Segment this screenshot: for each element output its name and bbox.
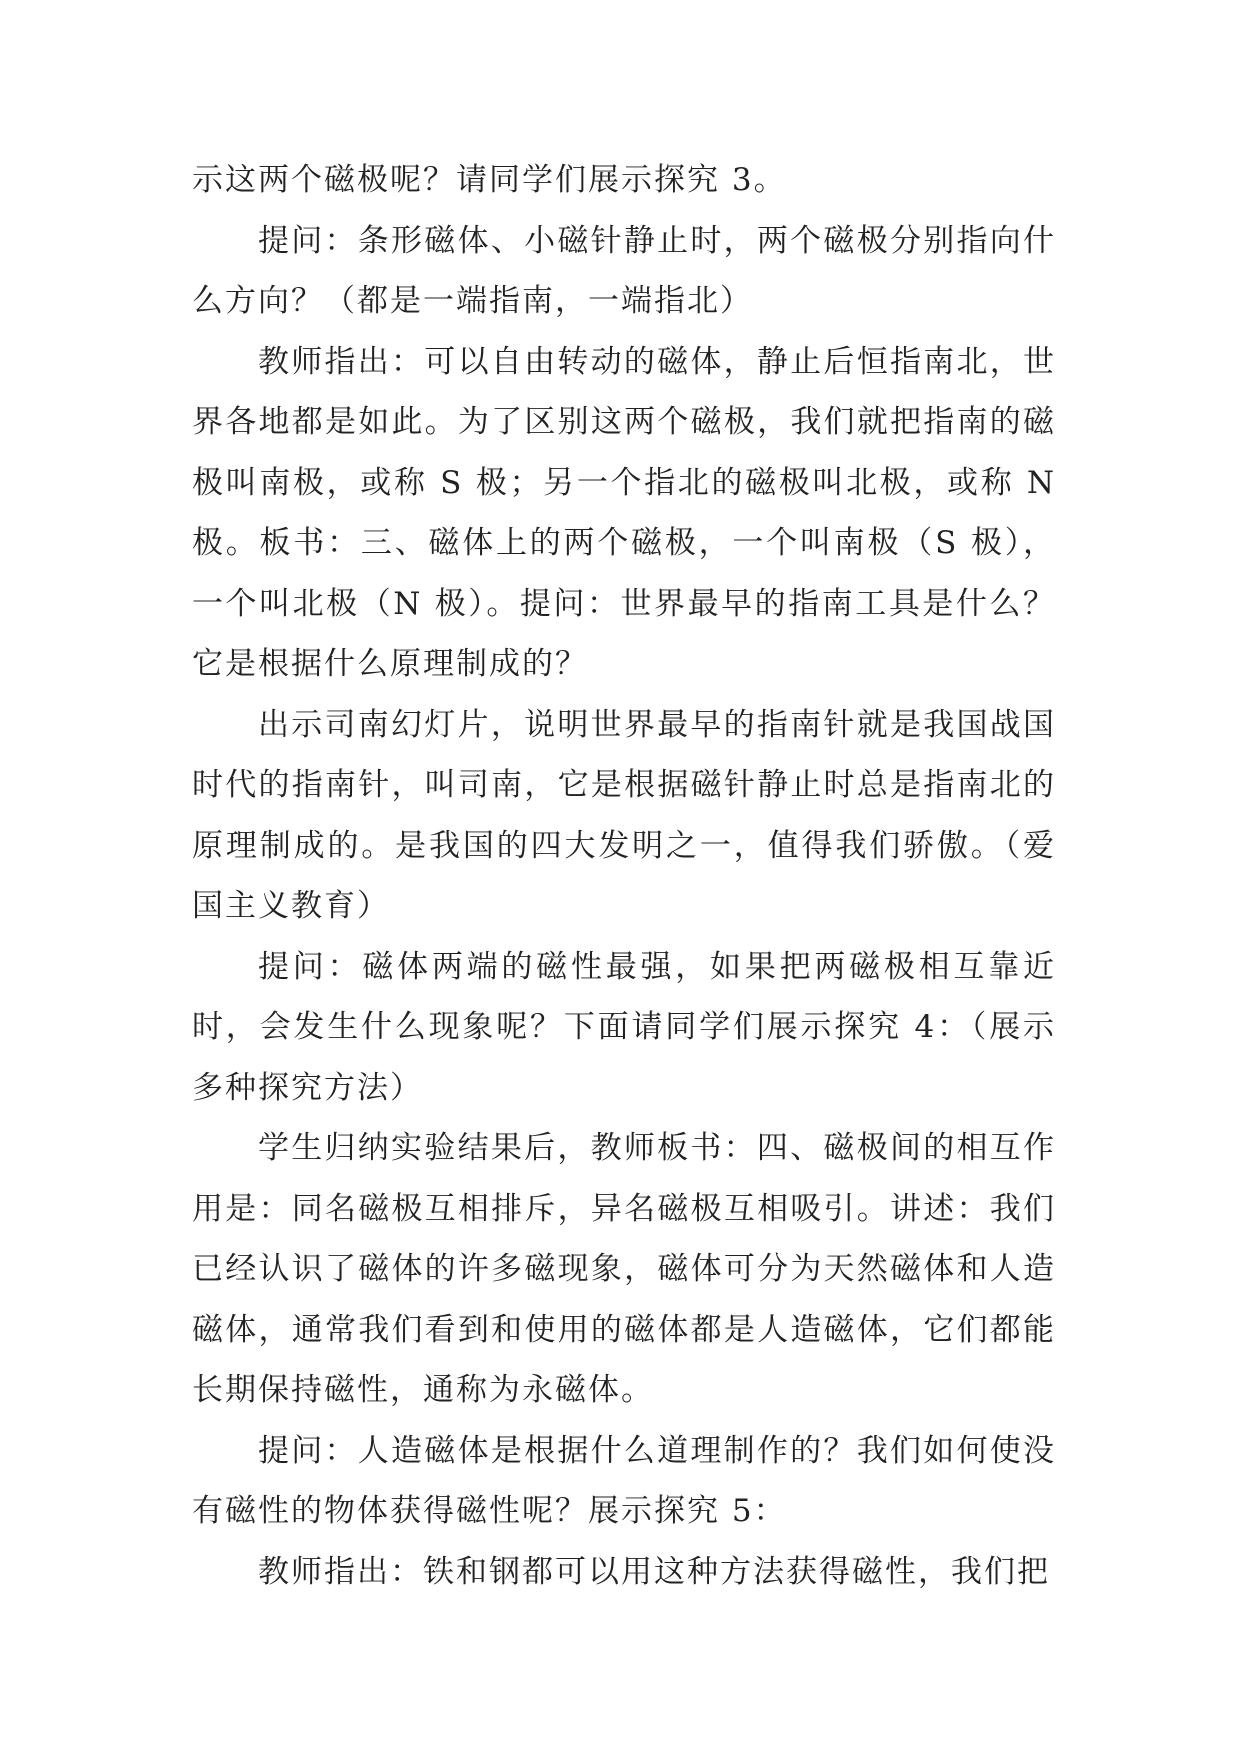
paragraph-question-interaction: 提问：磁体两端的磁性最强，如果把两磁极相互靠近时，会发生什么现象呢？下面请同学们展示探究 4：（展示多种探究方法）: [192, 948, 1056, 1106]
paragraph-continuation: 示这两个磁极呢？请同学们展示探究 3。: [192, 162, 787, 198]
document-body: [192, 150, 1056, 1602]
paragraph-teacher-poles: 教师指出：可以自由转动的磁体，静止后恒指南北，世界各地都是如此。为了区别这两个磁极，我们就把指南的磁极叫南极，或称 S 极；另一个指北的磁极叫北极，或称 N 极。板书：三、磁体上的两个磁极，一个叫南极（S 极），一个叫北极（N 极）。提问：世界最早的指南工具是什么？它是根据什么原理制成的？: [192, 343, 1056, 682]
paragraph-teacher-magnetize: 教师指出：铁和钢都可以用这种方法获得磁性，我们把: [258, 1553, 1050, 1590]
paragraph-question-poles: 提问：条形磁体、小磁针静止时，两个磁极分别指向什么方向？（都是一端指南，一端指北）: [192, 222, 1056, 319]
paragraph-sinan: 出示司南幻灯片，说明世界最早的指南针就是我国战国时代的指南针，叫司南，它是根据磁针静止时总是指南北的原理制成的。是我国的四大发明之一，值得我们骄傲。（爱国主义教育）: [192, 706, 1056, 924]
paragraph-question-artificial: 提问：人造磁体是根据什么道理制作的？我们如何使没有磁性的物体获得磁性呢？展示探究 5：: [192, 1432, 1056, 1529]
paragraph-summary: 学生归纳实验结果后，教师板书：四、磁极间的相互作用是：同名磁极互相排斥，异名磁极互相吸引。讲述：我们已经认识了磁体的许多磁现象，磁体可分为天然磁体和人造磁体，通常我们看到和使用的磁体都是人造磁体，它们都能长期保持磁性，通称为永磁体。: [192, 1130, 1056, 1408]
